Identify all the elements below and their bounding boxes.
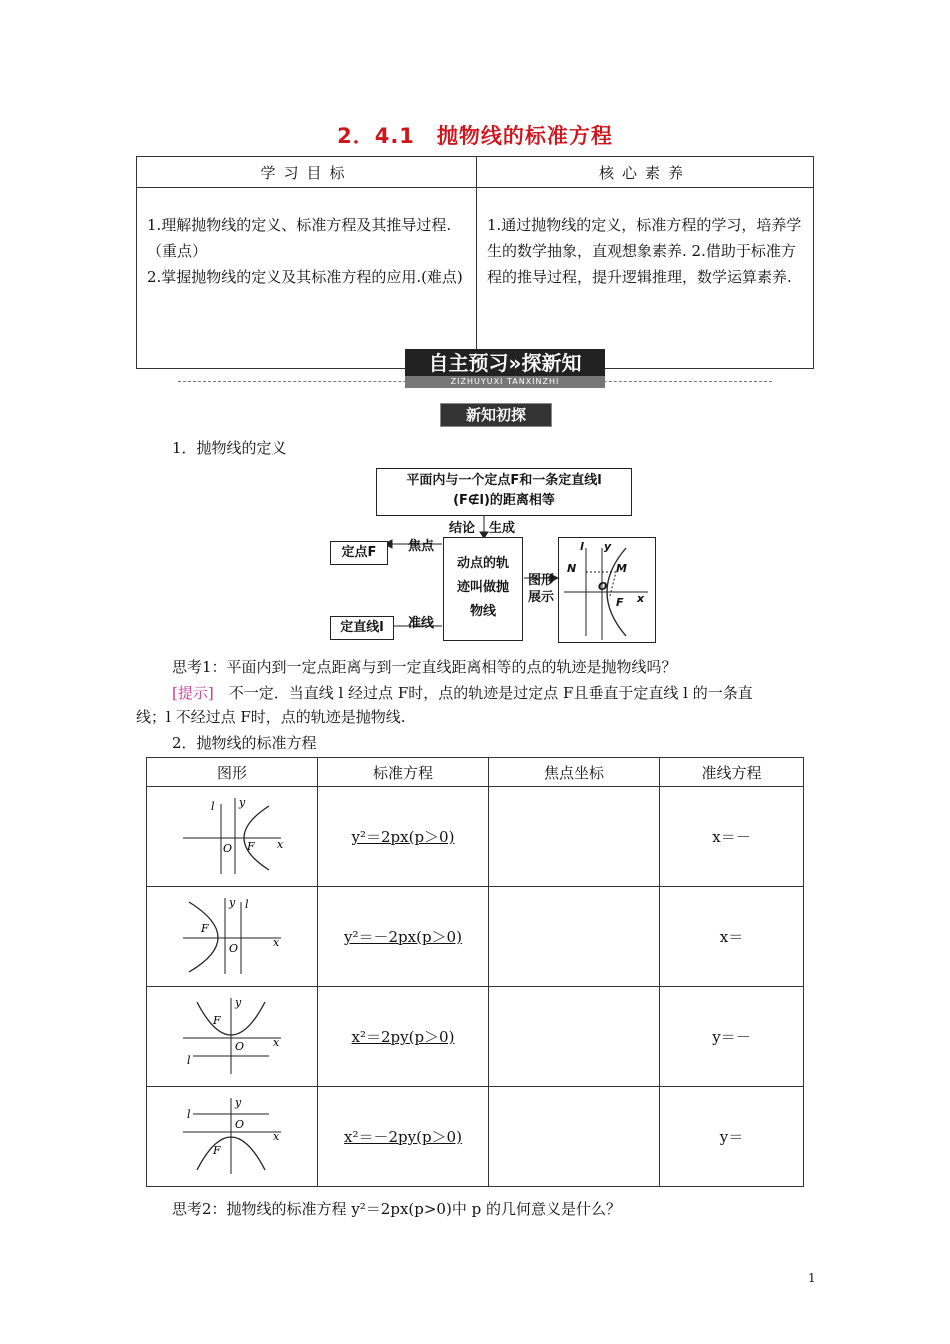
banner-subtitle: ZIZHUYUXI TANXINZHI xyxy=(405,376,605,388)
directrix-cell: y＝ xyxy=(660,1087,804,1187)
banner-main: 自主预习 xyxy=(428,351,509,375)
equation-cell xyxy=(318,987,489,1087)
item-1-heading: 1．抛物线的定义 xyxy=(172,439,287,457)
hint-text: 不一定．当直线 l 经过点 F时，点的轨迹是过定点 F且垂直于定直线 l 的一条直 xyxy=(213,684,753,702)
svg-text:F: F xyxy=(201,921,209,935)
svg-text:x: x xyxy=(273,935,280,949)
svg-text:F: F xyxy=(247,839,255,853)
directrix-cell: y＝－ xyxy=(660,987,804,1087)
directrix-label: 准线 xyxy=(408,616,435,631)
locus-line-2: 迹叫做抛 xyxy=(456,580,509,595)
parabola-up-figure xyxy=(177,994,287,1076)
generate-label: 生成 xyxy=(489,521,516,536)
focus-cell xyxy=(489,787,660,887)
parabola-right-figure xyxy=(177,794,287,876)
parabola-down-figure xyxy=(177,1094,287,1176)
definition-line-2: (F∉l)的距离相等 xyxy=(453,493,555,508)
hint-tag: [提示] xyxy=(172,684,214,702)
locus-line-1: 动点的轨 xyxy=(456,556,509,571)
graph-label-x: x xyxy=(637,592,645,605)
banner-arrow: » xyxy=(508,351,522,375)
figure-cell xyxy=(147,1087,318,1187)
header-focus: 焦点坐标 xyxy=(489,758,660,787)
svg-text:y: y xyxy=(229,895,236,909)
graph-label-n: N xyxy=(567,562,577,575)
svg-text:O: O xyxy=(223,841,233,855)
equation-cell xyxy=(318,787,489,887)
svg-text:x: x xyxy=(273,1129,280,1143)
equation-cell xyxy=(318,1087,489,1187)
svg-text:O: O xyxy=(235,1039,245,1053)
objectives-header: 学习目标 xyxy=(137,157,477,188)
objectives-goals xyxy=(137,188,477,369)
standard-equation-table xyxy=(146,757,804,1187)
literacy-header: 核心素养 xyxy=(477,157,814,188)
equation-2: y²＝－2px(p＞0) xyxy=(344,928,462,946)
equation-1: y²＝2px(p＞0) xyxy=(351,828,455,846)
directrix-cell: x＝－ xyxy=(660,787,804,887)
page-number: 1 xyxy=(808,1271,816,1285)
equation-3: x²＝2py(p＞0) xyxy=(351,1028,455,1046)
svg-text:y: y xyxy=(235,1095,242,1109)
svg-text:O: O xyxy=(229,941,239,955)
focus-label: 焦点 xyxy=(408,539,435,554)
directrix-cell: x＝ xyxy=(660,887,804,987)
graph-label-l: l xyxy=(580,540,584,553)
sub-banner: 新知初探 xyxy=(440,403,552,427)
header-figure: 图形 xyxy=(147,758,318,787)
item-2-heading: 2．抛物线的标准方程 xyxy=(172,734,317,752)
objectives-literacy: 1.通过抛物线的定义，标准方程的学习，培养学生的数学抽象，直观想象素养. 2.借助于标准方程的推导过程，提升逻辑推理，数学运算素养. xyxy=(477,188,814,369)
svg-text:y: y xyxy=(235,995,242,1009)
show-label-line-2: 展示 xyxy=(528,590,555,605)
svg-text:l: l xyxy=(245,897,249,911)
goal-2: 2.掌握抛物线的定义及其标准方程的应用.(难点) xyxy=(147,268,463,286)
focus-cell xyxy=(489,887,660,987)
section-banner xyxy=(405,349,605,377)
svg-text:l: l xyxy=(187,1107,191,1121)
svg-text:l: l xyxy=(187,1053,191,1067)
figure-cell xyxy=(147,887,318,987)
banner-accent: 探新知 xyxy=(521,351,582,375)
figure-cell xyxy=(147,787,318,887)
locus-box xyxy=(443,537,523,641)
think-2: 思考2：抛物线的标准方程 y²＝2px(p>0)中 p 的几何意义是什么？ xyxy=(172,1200,621,1218)
page-title: 2．4.1 抛物线的标准方程 xyxy=(337,124,613,148)
hint-paragraph xyxy=(172,681,814,705)
fixed-line-box: 定直线l xyxy=(330,616,394,640)
graph-label-y: y xyxy=(604,540,612,553)
focus-cell xyxy=(489,1087,660,1187)
parabola-left-figure xyxy=(177,894,287,976)
svg-text:x: x xyxy=(273,1035,280,1049)
svg-text:x: x xyxy=(277,837,284,851)
figure-cell xyxy=(147,987,318,1087)
conclusion-label: 结论 xyxy=(449,521,476,536)
equation-4: x²＝－2py(p＞0) xyxy=(344,1128,462,1146)
graph-label-m: M xyxy=(616,562,627,575)
hint-text-line-2: 线；l 不经过点 F时，点的轨迹是抛物线. xyxy=(136,708,406,726)
header-directrix: 准线方程 xyxy=(660,758,804,787)
svg-text:l: l xyxy=(211,799,215,813)
header-equation: 标准方程 xyxy=(318,758,489,787)
equation-cell xyxy=(318,887,489,987)
svg-text:O: O xyxy=(235,1117,245,1131)
svg-text:F: F xyxy=(213,1013,221,1027)
fixed-point-box: 定点F xyxy=(330,541,388,565)
goal-1: 1.理解抛物线的定义、标准方程及其推导过程.（重点） xyxy=(147,216,452,260)
definition-box xyxy=(376,468,632,516)
graph-label-f: F xyxy=(616,596,624,609)
svg-text:y: y xyxy=(239,795,246,809)
graph-label-o: O xyxy=(598,580,608,593)
show-label xyxy=(528,572,554,606)
svg-text:F: F xyxy=(213,1143,221,1157)
locus-line-3: 物线 xyxy=(469,604,496,619)
focus-cell xyxy=(489,987,660,1087)
objectives-table xyxy=(136,156,814,369)
show-label-line-1: 图形 xyxy=(528,573,555,588)
think-1: 思考1：平面内到一定点距离与到一定直线距离相等的点的轨迹是抛物线吗？ xyxy=(172,658,677,676)
definition-line-1: 平面内与一个定点F和一条定直线l xyxy=(406,473,602,488)
